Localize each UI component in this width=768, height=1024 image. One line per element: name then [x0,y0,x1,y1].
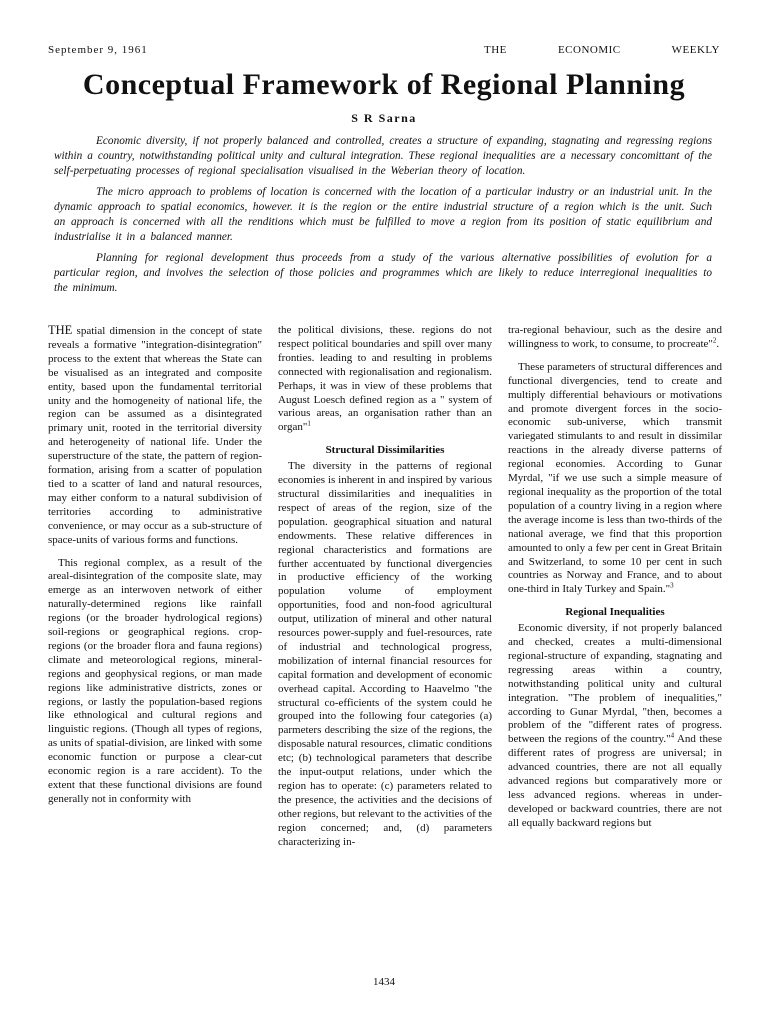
article-title: Conceptual Framework of Regional Planning [82,68,686,101]
body-paragraph: the political divisions, these. regions do not respect political boundaries and spill over many fronties. leading to and resulting in problems connected with regionalisation and regionalism. Perhaps, it was in view of these problems that August Loesch defined region as a " system of various areas, an organisation rather than an organ"$^1$ [278,324,492,434]
column-2 [278,324,492,972]
body-paragraph: THE spatial dimension in the concept of state reveals a formative "integration-disintegration" process to the extent that whereas the State can be visualised as an integrated and composite entity, based upon the fundamental territorial unity and the homogeneity of national life, the region can be assumed as a disintegrated primary unit, rooted in the territorial diversity and heterogeneity of national life. Under the superstructure of the state, the pattern of region-formation, arising from a scatter of population tied to a scatter of land and natural resources, may either conform to a natural subdivision of territories according to administrative convenience, or may occur as a sub-structure of space-units of various forms and functions. [48,323,262,546]
journal-name-word: WEEKLY [671,44,720,56]
abstract [54,134,712,302]
footnote-ref: 3 [670,581,674,590]
journal-name-word: THE [484,44,507,56]
section-heading: Structural Dissimilarities [325,444,445,457]
footnote-ref: 2 [712,336,717,345]
running-header [48,44,720,58]
footnote-ref: 4 [670,731,675,740]
body-paragraph: These parameters of structural differences and functional divergencies, tend to create and multiply differential behaviours or motivations and promote divergent forces in the socio-economic sub-universe, which transmit variegated stimulants to and result in dissimilar reactions in the already diverse patterns of regional economies. According to Gunar Myrdal, "if we use such a simple measure of regional inequality as the proportion of the total population of a country living in a region where the average income is less than two-thirds of the national average, we find that this proportion amounted to only a few per cent in Great Britain and Switzerland, to some 10 per cent in such countries as Norway and France, and to about one-third in Italy Turkey and Spain."$^3$ [508,360,722,596]
journal-name-word: ECONOMIC [557,44,621,56]
body-paragraph: Economic diversity, if not properly balanced and checked, creates a multi-dimensional regional-structure of expanding, stagnating and regressing areas within a country, notwithstanding political unity and cultural integration. "The problem of inequalities," according to Gunar Myrdal, "then, becomes a problem of the "different rates of progress. between the regions of the country."$^4$ And these different rates of progress are universal; in advanced countries, there are not all equally advanced regions but comparatively more or less advanced regions. whereas in under-developed or backward countries, there are not all equally backward regions but [508,622,722,829]
abstract-paragraph: Economic diversity, if not properly balanced and controlled, creates a structure of expanding, stagnating and regressing regions within a country, notwithstanding political unity and cultural integration. These regional inequalities are a necessary concomittant of the self-perpetuating processes of regional specialisation visualised in the Weberian theory of location. [54,135,712,177]
body-paragraph: This regional complex, as a result of the areal-disintegration of the composite slate, may emerge as an interwoven network of either naturally-determined regions like rainfall regions (or the broader hydrological regions) soil-regions or geographical regions. crop-regions (or the broader flora and fauna regions) climate and meteorological regions, mineral-regions and geophysical regions, or man made regions like administrative districts, zones or regions, or lastly the population-based regions like ethnological and cultural regions and linguistic regions. (Though all types of regions, as units of spatial-division, are linked with some economic function or purpose a clear-cut economic region is a rare accident). To the extent that these functional divisions are found generally not in conformity with [48,556,262,805]
body-paragraph: tra-regional behaviour, such as the desire and willingness to work, to consume, to procreate"$^2$. [508,324,722,350]
page-number: 1434 [373,976,395,988]
abstract-paragraph: Planning for regional development thus proceeds from a study of the various alternative possibilities of evolution for a particular region, and involves the selection of those policies and programmes which are likely to reduce interregional inequalities to the minimum. [54,252,712,294]
issue-date: September 9, 1961 [48,44,148,56]
journal-name [484,44,720,56]
author-name: S R Sarna [351,111,417,125]
section-heading: Regional Inequalities [565,606,665,619]
abstract-paragraph: The micro approach to problems of location is concerned with the location of a particular industry or an industrial unit. In the dynamic approach to spatial economics, however. it is the region or the entire industrial structure of a region which is the unit. Such an approach is concerned with all the renditions which must be fulfilled to move a region from its position of static equilibrium and industrialise it in a balanced manner. [54,186,712,243]
body-paragraph: The diversity in the patterns of regional economies is inherent in and inspired by various structural dissimilarities and inequalities in respect of areas of the region, size of the population. geographical situation and natural endowments. These relative differences in regional characteristics and formations are further accentuated by functional divergencies in productive efficiency of the working population volume of employment opportunities, food and non-food agricultural output, utilization of mineral and other natural resources power-supply and fuel-resources, rate of industrial and technological progress, mobilization of internal financial resources for capital formation and development of economic overhead capital. According to Haavelmo "the structural co-efficients of the system could he grouped into the following four categories (a) parmeters describing the size of the regions, the disposable natural resources, climatic conditions etc; (b) technological parameters that describe the input-output relations, under which the region has to operate: (c) parameters related to the presence, the activities and the decisions of other regions, but relevant to the activities of the region concerned; and, (d) parameters characterizing in- [278,460,492,848]
footnote-ref: 1 [307,419,311,428]
article-body [48,324,722,972]
column-3 [508,324,722,972]
lead-in: THE [48,323,73,337]
column-1 [48,324,262,972]
